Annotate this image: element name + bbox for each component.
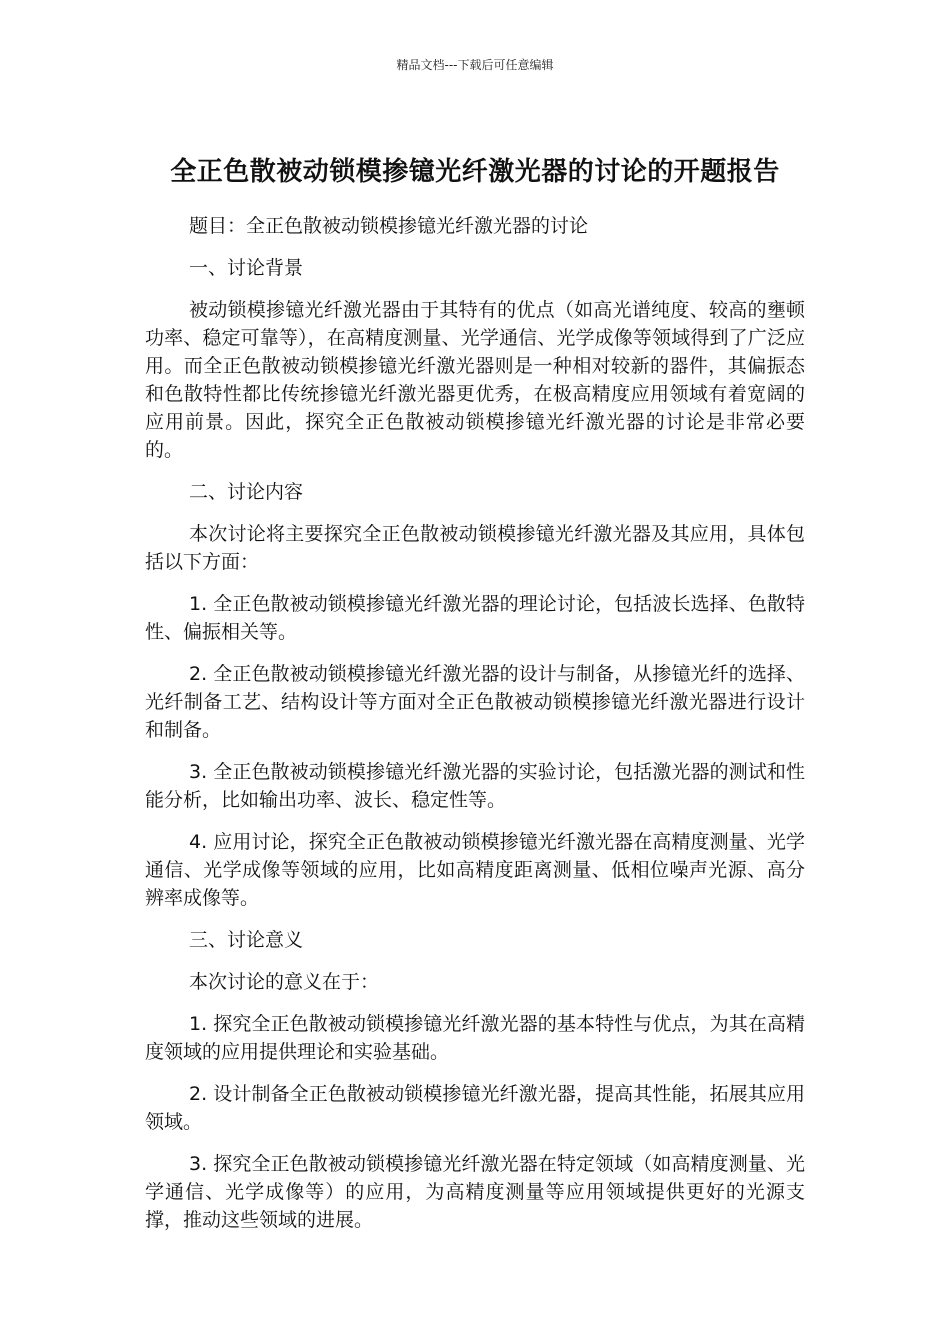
document-title: 全正色散被动锁模掺镱光纤激光器的讨论的开题报告	[170, 157, 780, 188]
page-header: 精品文档---下载后可任意编辑	[396, 58, 554, 72]
content-item-1: 1. 全正色散被动锁模掺镱光纤激光器的理论讨论，包括波长选择、色散特性、偏振相关等。	[145, 593, 805, 643]
significance-intro-paragraph: 本次讨论的意义在于：	[189, 971, 380, 993]
significance-item-1: 1. 探究全正色散被动锁模掺镱光纤激光器的基本特性与优点，为其在高精度领域的应用提供理论和实验基础。	[145, 1013, 805, 1063]
subject-line: 题目：全正色散被动锁模掺镱光纤激光器的讨论	[189, 215, 589, 237]
significance-item-3: 3. 探究全正色散被动锁模掺镱光纤激光器在特定领域（如高精度测量、光学通信、光学成像等）的应用，为高精度测量等应用领域提供更好的光源支撑，推动这些领域的进展。	[145, 1153, 805, 1231]
content-item-2: 2. 全正色散被动锁模掺镱光纤激光器的设计与制备，从掺镱光纤的选择、光纤制备工艺、结构设计等方面对全正色散被动锁模掺镱光纤激光器进行设计和制备。	[145, 663, 805, 741]
significance-item-2: 2. 设计制备全正色散被动锁模掺镱光纤激光器，提高其性能，拓展其应用领域。	[145, 1083, 805, 1133]
content-item-4: 4. 应用讨论，探究全正色散被动锁模掺镱光纤激光器在高精度测量、光学通信、光学成像等领域的应用，比如高精度距离测量、低相位噪声光源、高分辨率成像等。	[145, 831, 805, 909]
content-intro-paragraph: 本次讨论将主要探究全正色散被动锁模掺镱光纤激光器及其应用，具体包括以下方面：	[145, 523, 805, 573]
document-body	[145, 212, 805, 1248]
section-heading-significance: 三、讨论意义	[189, 929, 304, 951]
background-paragraph: 被动锁模掺镱光纤激光器由于其特有的优点（如高光谱纯度、较高的壅顿功率、稳定可靠等），在高精度测量、光学通信、光学成像等领域得到了广泛应用。而全正色散被动锁模掺镱光纤激光器则是一种相对较新的器件，其偏振态和色散特性都比传统掺镱光纤激光器更优秀，在极高精度应用领域有着宽阔的应用前景。因此，探究全正色散被动锁模掺镱光纤激光器的讨论是非常必要的。	[145, 299, 805, 461]
section-heading-background: 一、讨论背景	[189, 257, 304, 279]
content-item-3: 3. 全正色散被动锁模掺镱光纤激光器的实验讨论，包括激光器的测试和性能分析，比如输出功率、波长、稳定性等。	[145, 761, 805, 811]
section-heading-content: 二、讨论内容	[189, 481, 304, 503]
